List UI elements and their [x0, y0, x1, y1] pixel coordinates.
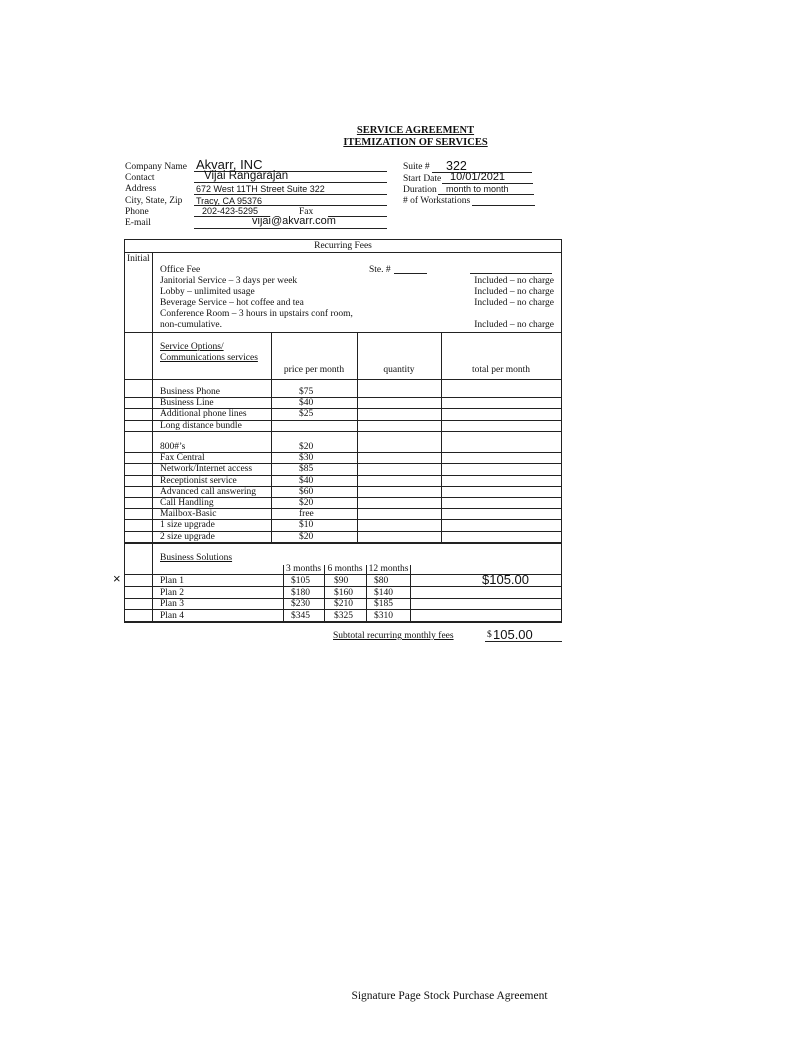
plan-name: Plan 1: [160, 576, 185, 586]
total-cell[interactable]: [442, 497, 560, 507]
footer-text: Signature Page Stock Purchase Agreement: [351, 990, 548, 1002]
total-cell[interactable]: [442, 397, 560, 407]
service-price: $20: [299, 498, 314, 508]
plan-price-3-months: $105: [291, 576, 310, 586]
service-name: 1 size upgrade: [160, 520, 215, 531]
quantity-cell[interactable]: [358, 475, 440, 485]
subtotal-line: [485, 641, 562, 642]
quantity-cell[interactable]: [358, 420, 440, 430]
service-name: 800#’s: [160, 442, 186, 452]
lobby-value: Included – no charge: [474, 287, 554, 297]
service-name: Business Phone: [160, 387, 220, 397]
options-header-bottom: [124, 379, 562, 380]
plan-price-6-months: $210: [334, 599, 353, 609]
plan-total[interactable]: $105.00: [482, 572, 529, 587]
email-label: E-mail: [125, 218, 151, 228]
quantity-cell[interactable]: [358, 452, 440, 462]
phone-label: Phone: [125, 207, 149, 217]
suite-label: Suite #: [403, 162, 430, 172]
city-state-zip-label: City, State, Zip: [125, 196, 183, 206]
quantity-cell[interactable]: [358, 463, 440, 473]
total-cell[interactable]: [442, 519, 560, 529]
beverage-value: Included – no charge: [474, 298, 554, 308]
quantity-cell[interactable]: [358, 386, 440, 396]
conference-label-line2: non-cumulative.: [160, 320, 222, 330]
workstations-line: [472, 205, 535, 206]
service-price: $20: [299, 442, 314, 452]
quantity-cell[interactable]: [358, 508, 440, 518]
subtotal-value[interactable]: 105.00: [493, 627, 533, 642]
header-divider: [124, 252, 562, 253]
quantity-cell[interactable]: [358, 441, 440, 451]
start-date-label: Start Date: [403, 174, 442, 184]
plan-price-12-months: $80: [374, 576, 389, 586]
col-6-months: 6 months: [327, 564, 363, 574]
beverage-label: Beverage Service – hot coffee and tea: [160, 298, 304, 308]
quantity-cell[interactable]: [358, 519, 440, 529]
ste-line: [394, 273, 427, 274]
email-value[interactable]: vijai@akvarr.com: [252, 215, 336, 227]
office-fee-label: Office Fee: [160, 265, 201, 275]
total-cell[interactable]: [442, 452, 560, 462]
service-name: Additional phone lines: [160, 409, 247, 420]
service-name: Business Line: [160, 398, 214, 409]
subtotal-label: Subtotal recurring monthly fees: [333, 631, 454, 641]
business-solutions-heading: Business Solutions: [160, 553, 233, 563]
total-per-month-header: total per month: [471, 365, 531, 375]
service-name: Long distance bundle: [160, 420, 242, 431]
service-name: Advanced call answering: [160, 486, 257, 497]
conference-value: Included – no charge: [474, 320, 554, 330]
quantity-cell[interactable]: [358, 486, 440, 496]
total-cell[interactable]: [442, 531, 560, 541]
quantity-header: quantity: [383, 365, 415, 375]
conference-label-line1: Conference Room – 3 hours in upstairs conf room,: [160, 309, 353, 319]
service-name: Network/Internet access: [160, 464, 253, 475]
selected-plan-mark[interactable]: ×: [113, 571, 121, 586]
service-options-heading-2: Communications services: [160, 353, 258, 363]
service-price: $10: [299, 520, 314, 531]
service-price: $30: [299, 453, 314, 464]
plan-name: Plan 3: [160, 599, 185, 609]
plan-price-3-months: $180: [291, 587, 310, 598]
col-12-months: 12 months: [368, 564, 409, 574]
service-options-heading-1: Service Options/: [160, 342, 224, 352]
janitorial-label: Janitorial Service – 3 days per week: [160, 276, 298, 286]
email-line: [194, 228, 387, 229]
initial-label: Initial: [127, 254, 150, 264]
address-line: [194, 194, 387, 195]
service-name: Call Handling: [160, 498, 214, 508]
recurring-fees-header: Recurring Fees: [314, 241, 372, 251]
plan-row-divider: [124, 621, 562, 622]
office-fee-amount-line: [470, 273, 552, 274]
total-cell[interactable]: [442, 463, 560, 473]
quantity-cell[interactable]: [358, 408, 440, 418]
price-per-month-header: price per month: [283, 365, 345, 375]
plan-name: Plan 2: [160, 587, 185, 598]
phone-value[interactable]: 202-423-5295: [202, 206, 259, 216]
janitorial-value: Included – no charge: [474, 276, 554, 286]
quantity-cell[interactable]: [358, 397, 440, 407]
service-name: 2 size upgrade: [160, 531, 215, 542]
subtotal-currency: $: [487, 630, 492, 640]
plan-price-12-months: $310: [374, 610, 393, 621]
start-date-value[interactable]: 10/01/2021: [450, 171, 506, 183]
plan-price-12-months: $185: [374, 599, 393, 609]
total-cell[interactable]: [442, 408, 560, 418]
company-name-label: Company Name: [125, 162, 188, 172]
total-cell[interactable]: [442, 508, 560, 518]
service-price: $60: [299, 486, 314, 497]
service-price: $85: [299, 464, 314, 475]
table-top-border: [124, 239, 562, 240]
duration-line: [438, 194, 534, 195]
total-cell[interactable]: [442, 420, 560, 430]
price-column-border: [271, 332, 272, 543]
fax-line: [328, 216, 387, 217]
suite-value[interactable]: 322: [446, 159, 467, 173]
total-cell[interactable]: [442, 486, 560, 496]
service-price: free: [299, 509, 314, 520]
title-service-agreement: SERVICE AGREEMENT: [356, 125, 475, 136]
fax-label: Fax: [299, 207, 314, 217]
service-price: $40: [299, 475, 314, 486]
lobby-label: Lobby – unlimited usage: [160, 287, 255, 297]
contact-label: Contact: [125, 173, 155, 183]
quantity-cell[interactable]: [358, 497, 440, 507]
service-price: $25: [299, 409, 314, 420]
total-cell[interactable]: [442, 386, 560, 396]
plan-name: Plan 4: [160, 610, 185, 621]
service-price: $75: [299, 387, 314, 397]
total-cell[interactable]: [442, 475, 560, 485]
company-name-value[interactable]: Akvarr, INC: [196, 157, 263, 172]
service-price: $40: [299, 398, 314, 409]
plan-price-3-months: $345: [291, 610, 310, 621]
plan-price-6-months: $90: [334, 576, 349, 586]
service-price: $20: [299, 531, 314, 542]
plan-price-12-months: $140: [374, 587, 393, 598]
quantity-cell[interactable]: [358, 531, 440, 541]
address-value[interactable]: 672 West 11TH Street Suite 322: [196, 184, 325, 194]
table-bottom-border: [124, 622, 562, 623]
city-state-zip-value[interactable]: Tracy, CA 95376: [196, 196, 263, 206]
service-name: Receptionist service: [160, 475, 237, 486]
contact-line: [194, 182, 387, 183]
address-label: Address: [125, 184, 157, 194]
plan-price-6-months: $160: [334, 587, 353, 598]
options-top-divider: [124, 332, 562, 333]
title-itemization: ITEMIZATION OF SERVICES: [343, 137, 488, 148]
service-name: Mailbox-Basic: [160, 509, 217, 520]
workstations-label: # of Workstations: [403, 196, 471, 206]
contact-value[interactable]: Vijai Rangarajan: [204, 170, 289, 182]
duration-label: Duration: [403, 185, 437, 195]
duration-value[interactable]: month to month: [446, 184, 509, 194]
ste-label: Ste. #: [369, 265, 391, 275]
services-bottom-divider: [124, 543, 562, 544]
plan-price-3-months: $230: [291, 599, 310, 609]
initial-column-border: [152, 252, 153, 622]
plan-price-6-months: $325: [334, 610, 353, 621]
total-cell[interactable]: [442, 441, 560, 451]
row-divider: [124, 431, 562, 432]
service-name: Fax Central: [160, 453, 205, 464]
col-3-months: 3 months: [285, 564, 322, 574]
